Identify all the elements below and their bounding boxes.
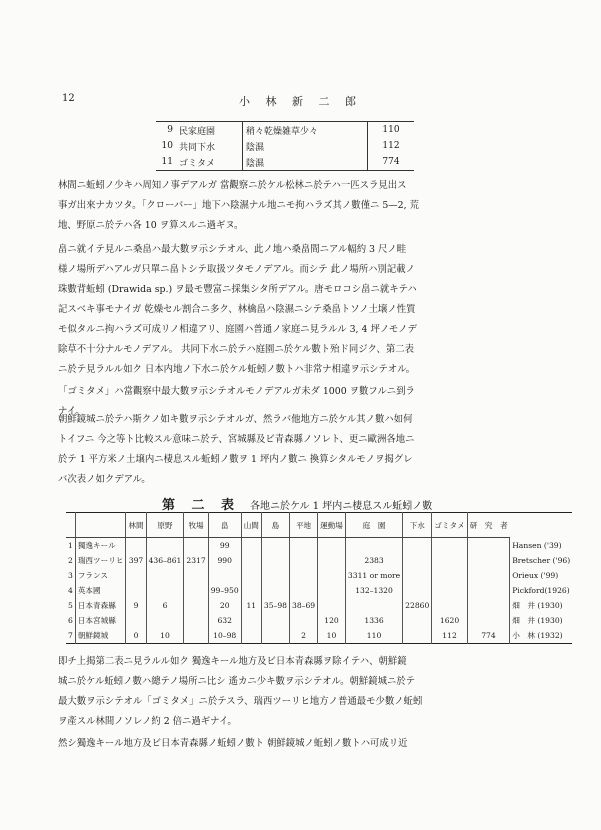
text-line: 然シ獨逸キール地方及ビ日本青森縣ノ蚯蚓ノ數ト 朝鮮鏡城ノ蚯蚓ノ數トハ可成リ近: [58, 738, 408, 749]
location-cell: 獨逸キール: [75, 538, 126, 554]
count-cell: [241, 628, 261, 644]
table-row: [66, 628, 572, 644]
count-cell: 99: [208, 538, 241, 554]
count-cell: [467, 568, 509, 583]
count-cell: [126, 583, 146, 598]
column-header: 原野: [146, 513, 184, 538]
table-row: [66, 538, 572, 554]
count-cell: [403, 628, 432, 644]
paragraph-comparison: [58, 410, 542, 492]
count-cell: [467, 598, 509, 613]
count-cell: 110: [345, 628, 402, 644]
column-header: 研 究 者: [467, 513, 509, 538]
table-2-label: 第 二 表: [162, 498, 241, 513]
column-header: [75, 513, 126, 538]
count-cell: [432, 553, 467, 568]
text-line: 城ニ於ケル蚯蚓ノ數ハ總テノ場所ニ比シ 遙カニ少キ數ヲ示シテオル。朝鮮鏡城ニ於テ: [58, 676, 416, 687]
location-cell: 日本青森縣: [75, 598, 126, 613]
count-cell: [126, 613, 146, 628]
location-cell: 朝鮮鏡城: [75, 628, 126, 644]
count-cell: 2317: [184, 553, 208, 568]
text-line: ヲ產スル林間ノソレノ約 2 倍ニ過ギナイ。: [58, 716, 237, 727]
table-row: [66, 613, 572, 628]
count-cell: [432, 583, 467, 598]
count-cell: [146, 538, 184, 554]
count-cell: [290, 568, 318, 583]
count-cell: 9: [126, 598, 146, 613]
count-cell: 99–950: [208, 583, 241, 598]
text-line: 様ノ場所デハアルガ只單ニ畠トシテ取扱ツタモノデアル。而シテ 此ノ場所ハ別記載ノ: [58, 264, 415, 275]
count-cell: 2: [290, 628, 318, 644]
text-line: 地、野原ニ於テハ各 10 ヲ算スルニ過ギヌ。: [58, 220, 244, 231]
count-cell: 397: [126, 553, 146, 568]
table-row: [156, 138, 414, 154]
table-cell-condition: 稍々乾燥雑草少々: [243, 122, 368, 139]
researcher-cell: 小 林 (1932): [510, 628, 573, 644]
paragraph-final: [58, 734, 542, 756]
count-cell: 120: [318, 613, 346, 628]
count-cell: [318, 538, 346, 554]
count-cell: [184, 628, 208, 644]
count-cell: [403, 538, 432, 554]
paragraph-discussion: [58, 652, 542, 734]
text-line: 畠ニ就イテ見ルニ桑畠ハ最大數ヲ示シテオル、此ノ地ハ桑畠間ニアル幅約 3 尺ノ畦: [58, 244, 407, 255]
researcher-cell: 畑 井 (1930): [510, 598, 573, 613]
table-cell-place: ゴミタメ: [176, 154, 243, 171]
count-cell: [261, 583, 289, 598]
table-2: [66, 512, 572, 644]
text-line: ニ於テ見ラルル如ク 日本内地ノ下水ニ於ケル蚯蚓ノ數トハ非常ナ相違ヲ示シテオル。: [58, 364, 416, 375]
count-cell: 20: [208, 598, 241, 613]
count-cell: [290, 613, 318, 628]
text-line: 於テ 1 平方米ノ土壌内ニ棲息スル蚯蚓ノ數ヲ 1 坪内ノ數ニ 換算シタルモノヲ揭グレ: [58, 454, 413, 465]
text-line: 林間ニ蚯蚓ノ少キハ周知ノ事デアルガ 當觀察ニ於ケル松林ニ於テハ一匹スラ見出ス: [58, 180, 407, 191]
count-cell: [318, 583, 346, 598]
column-header: 下水: [403, 513, 432, 538]
count-cell: 774: [467, 628, 509, 644]
count-cell: [318, 568, 346, 583]
text-line: 最大數ヲ示シテオル「ゴミタメ」ニ於テスラ、瑞西ツーリヒ地方ノ普通最モ少數ノ蚯蚓: [58, 696, 423, 707]
location-cell: 日本宮城縣: [75, 613, 126, 628]
count-cell: [241, 568, 261, 583]
count-cell: [184, 598, 208, 613]
table-2-title: 各地ニ於ケル 1 坪内ニ棲息スル蚯蚓ノ數: [250, 501, 433, 512]
count-cell: [467, 613, 509, 628]
count-cell: 38–69: [290, 598, 318, 613]
count-cell: [241, 583, 261, 598]
count-cell: 0: [126, 628, 146, 644]
row-number: 7: [68, 631, 73, 640]
count-cell: [261, 628, 289, 644]
column-header: 山間: [241, 513, 261, 538]
column-header: 運動場: [318, 513, 346, 538]
table-cell-place: 共同下水: [179, 142, 216, 153]
count-cell: [184, 613, 208, 628]
count-cell: [318, 598, 346, 613]
page-number: 12: [62, 93, 75, 104]
column-header: [66, 513, 75, 538]
author-header: 小 林 新 二 郎: [239, 95, 362, 108]
count-cell: [184, 538, 208, 554]
count-cell: 11: [241, 598, 261, 613]
count-cell: [467, 583, 509, 598]
count-cell: [432, 568, 467, 583]
row-number: 3: [68, 571, 73, 580]
count-cell: 132–1320: [345, 583, 402, 598]
text-line: モ似タルニ拘ハラズ可成リノ相違アリ、庭園ハ普通ノ家庭ニ見ラルル 3, 4 坪ノモノデ: [58, 324, 417, 335]
table-row: [66, 598, 572, 613]
column-header: 畠: [208, 513, 241, 538]
count-cell: [241, 538, 261, 554]
table-cell-no: 11: [156, 154, 176, 171]
count-cell: [241, 553, 261, 568]
row-number: 1: [68, 541, 73, 550]
count-cell: [403, 553, 432, 568]
count-cell: [146, 613, 184, 628]
table-cell-count: 112: [382, 141, 400, 151]
row-number: 6: [68, 616, 73, 625]
table-2-caption: [162, 494, 432, 513]
count-cell: [261, 568, 289, 583]
count-cell: 22860: [403, 598, 432, 613]
count-cell: [318, 553, 346, 568]
count-cell: [467, 538, 509, 554]
running-header: [62, 93, 539, 107]
location-cell: 英本國: [75, 583, 126, 598]
count-cell: 1620: [432, 613, 467, 628]
table-cell-count: 110: [368, 122, 415, 139]
column-header: 島: [261, 513, 289, 538]
count-cell: 10–98: [208, 628, 241, 644]
count-cell: [126, 538, 146, 554]
table-cell-condition: 陰濕: [243, 154, 368, 171]
count-cell: [345, 538, 402, 554]
researcher-cell: 畑 井 (1930): [510, 613, 573, 628]
table-cell-condition: 陰濕: [243, 138, 368, 154]
row-number: 5: [68, 601, 73, 610]
count-cell: [241, 613, 261, 628]
text-line: 珠數背蚯蚓 (Drawida sp.) ヲ最モ豐富ニ採集シタ所デアル。唐モロコシ畠ニ就キテハ: [58, 284, 417, 295]
text-line: バ次表ノ如クデアル。: [58, 474, 151, 485]
row-number: 4: [68, 586, 73, 595]
researcher-cell: Bretscher ('96): [510, 553, 573, 568]
column-header: 平地: [290, 513, 318, 538]
count-cell: 632: [208, 613, 241, 628]
count-cell: [467, 553, 509, 568]
table-row: [66, 568, 572, 583]
table-cell-place: 民家庭園: [176, 122, 243, 139]
count-cell: [146, 583, 184, 598]
count-cell: 6: [146, 598, 184, 613]
count-cell: [261, 538, 289, 554]
count-cell: [345, 598, 402, 613]
table-cell-no: 10: [161, 141, 173, 151]
count-cell: [403, 613, 432, 628]
count-cell: [432, 538, 467, 554]
text-line: 除草不十分ナルモノデアル。 共同下水ニ於テハ庭園ニ於ケル數ト殆ド同ジク、第二表: [58, 344, 414, 355]
table-1-continued: [156, 121, 414, 171]
text-line: ナイ。: [58, 406, 85, 417]
count-cell: 1336: [345, 613, 402, 628]
count-cell: 436–861: [146, 553, 184, 568]
text-line: 朝鮮鏡城ニ於テハ斯クノ如キ數ヲ示シテオルガ、然ラバ他地方ニ於ケル其ノ數ハ如何: [58, 414, 413, 425]
count-cell: 2383: [345, 553, 402, 568]
count-cell: [208, 568, 241, 583]
count-cell: [432, 598, 467, 613]
count-cell: [403, 583, 432, 598]
count-cell: 10: [318, 628, 346, 644]
table-cell-count: 774: [368, 154, 415, 171]
table-row: [156, 154, 414, 171]
count-cell: [146, 568, 184, 583]
researcher-cell: Pickford(1926): [510, 583, 573, 598]
text-line: トイフニ 今之等ト比較スル意味ニ於テ、宮城縣及ビ青森縣ノソレト、更ニ歐洲各地ニ: [58, 434, 415, 445]
table-row: [66, 583, 572, 598]
count-cell: [290, 553, 318, 568]
location-cell: 瑞西ツーリヒ: [75, 553, 126, 568]
location-cell: フランス: [75, 568, 126, 583]
count-cell: 3311 or more: [345, 568, 402, 583]
researcher-cell: Hansen ('39): [510, 538, 573, 554]
text-line: 即チ上揭第二表ニ見ラルル如ク 獨逸キール地方及ビ日本青森縣ヲ除イテハ、朝鮮鏡: [58, 656, 407, 667]
count-cell: [290, 538, 318, 554]
paragraph-forest: [58, 176, 542, 238]
count-cell: [290, 583, 318, 598]
count-cell: [126, 568, 146, 583]
paragraph-fields: [58, 240, 542, 382]
table-cell-no: 9: [156, 122, 176, 139]
column-header: 林間: [126, 513, 146, 538]
count-cell: 112: [432, 628, 467, 644]
text-line: 記スベキ事モナイガ 乾燥セル割合ニ多ク、林檎畠ハ陰濕ニシテ桑畠トソノ土壌ノ性質: [58, 304, 416, 315]
count-cell: 990: [208, 553, 241, 568]
count-cell: 35–98: [261, 598, 289, 613]
researcher-cell: Orieux ('99): [510, 568, 573, 583]
count-cell: [184, 583, 208, 598]
column-header: 庭 園: [345, 513, 402, 538]
column-header: 牧場: [184, 513, 208, 538]
count-cell: [184, 568, 208, 583]
row-number: 2: [68, 556, 73, 565]
table-row: [66, 553, 572, 568]
text-line: 事ガ出來ナカツタ。「クローバー」地下ハ陰濕ナル地ニモ拘ハラズ其ノ數僅ニ 5—2, 荒: [58, 200, 419, 211]
text-line: 「ゴミタメ」ハ當觀察中最大數ヲ示シテオルモノデアルガ未ダ 1000 ヲ數フルニ到ラ: [58, 386, 415, 397]
count-cell: [261, 613, 289, 628]
count-cell: 10: [146, 628, 184, 644]
table-row: [156, 122, 414, 139]
column-header: ゴミタメ: [432, 513, 467, 538]
count-cell: [261, 553, 289, 568]
count-cell: [403, 568, 432, 583]
